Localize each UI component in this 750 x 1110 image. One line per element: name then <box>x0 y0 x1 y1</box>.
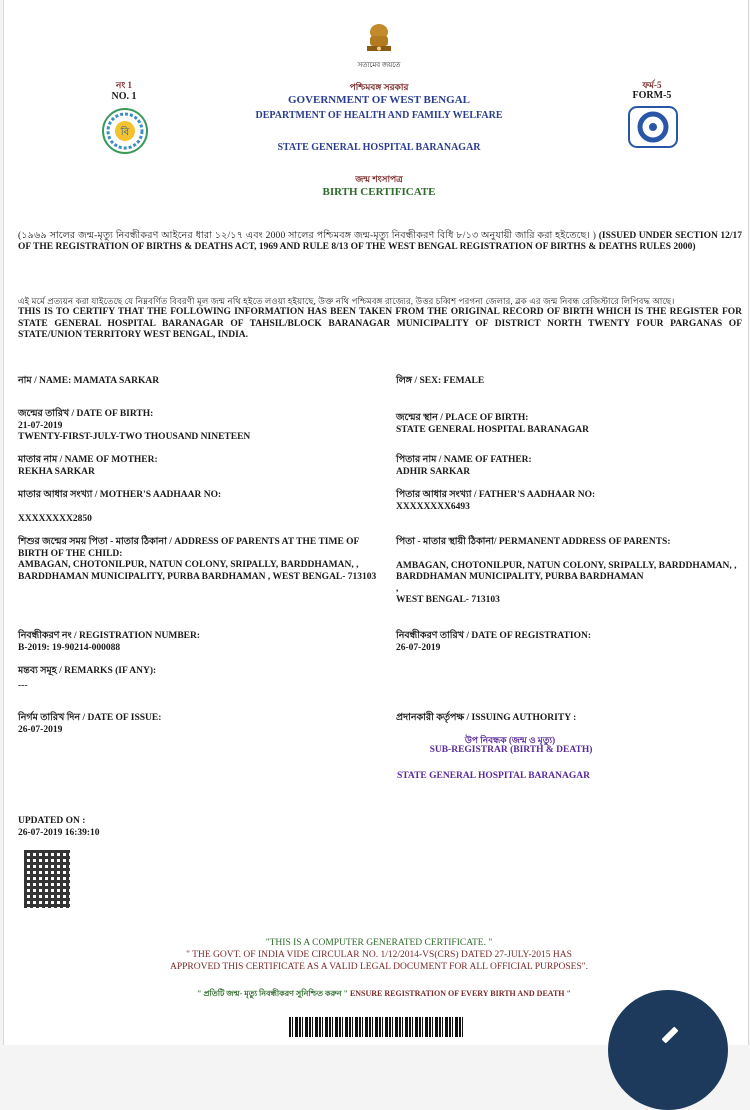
name-field <box>18 376 378 388</box>
hospital-header: STATE GENERAL HOSPITAL BARANAGAR <box>277 142 481 153</box>
registration-date-value: 26-07-2019 <box>396 642 441 653</box>
cert-title-bengali: জন্ম শংসাপত্র <box>355 174 403 184</box>
remarks-label: মন্তব্য সমূহ / REMARKS (IF ANY): <box>18 666 157 676</box>
department: DEPARTMENT OF HEALTH AND FAMILY WELFARE <box>255 110 503 121</box>
name-label: নাম / NAME: <box>18 376 72 386</box>
slogan-english: ENSURE REGISTRATION OF EVERY BIRTH AND DEATH " <box>349 989 571 998</box>
registration-date-field <box>396 631 736 654</box>
permanent-address-label: পিতা - মাতার স্থায়ী ঠিকানা/ PERMANENT ADDRESS OF PARENTS: <box>396 537 671 547</box>
registration-date-label: নিবন্ধীকরণ তারিখ / DATE OF REGISTRATION: <box>396 631 592 641</box>
certify-english: THIS IS TO CERTIFY THAT THE FOLLOWING INFORMATION HAS BEEN TAKEN FROM THE ORIGINAL RECORD OF BIRTH WHICH IS THE REGISTER FOR STATE GENERAL HOSPITAL BARANAGAR OF TAHSIL/BLOCK BARANAGAR MUNICIPALITY OF DISTRICT NORTH TWENTY FOUR PARGANAS OF STATE/UNION TERRITORY WEST BENGAL, INDIA. <box>18 307 742 340</box>
issuing-authority-label: প্রদানকারী কর্তৃপক্ষ / ISSUING AUTHORITY : <box>396 713 577 723</box>
national-emblem-icon <box>362 22 396 58</box>
certify-paragraph <box>18 296 742 341</box>
permanent-address-line1: AMBAGAN, CHOTONILPUR, NATUN COLONY, SRIPALLY, BARDDHAMAN, , BARDDHAMAN MUNICIPALITY, PURBA BARDHAMAN <box>396 560 737 582</box>
dob-field <box>18 409 378 444</box>
cert-title-english: BIRTH CERTIFICATE <box>322 186 436 198</box>
form-english: FORM-5 <box>632 90 672 101</box>
updated-on-field <box>18 816 218 839</box>
updated-on-label: UPDATED ON : <box>18 816 86 826</box>
barcode <box>289 1017 464 1037</box>
mother-value: REKHA SARKAR <box>18 466 95 477</box>
issuing-authority-field <box>396 713 736 725</box>
sex-value: FEMALE <box>443 376 485 386</box>
footer-slogan <box>154 988 614 1001</box>
dob-label: জন্মের তারিখ / DATE OF BIRTH: <box>18 409 154 419</box>
father-field <box>396 455 736 478</box>
registration-number-value: B-2019: 19-90214-000088 <box>18 642 121 653</box>
registration-number-field <box>18 631 378 654</box>
issue-date-value: 26-07-2019 <box>18 724 63 735</box>
permanent-address-line3: WEST BENGAL- 713103 <box>396 595 500 605</box>
address-at-birth-label: শিশুর জন্মের সময় পিতা - মাতার ঠিকানা / ADDRESS OF PARENTS AT THE TIME OF BIRTH OF THE CHILD: <box>18 537 359 559</box>
name-value: MAMATA SARKAR <box>73 376 160 386</box>
father-value: ADHIR SARKAR <box>396 466 471 477</box>
mother-aadhaar-label: মাতার আধার সংখ্যা / MOTHER'S AADHAAR NO: <box>18 490 222 500</box>
edit-icon <box>658 1022 684 1048</box>
permanent-address-line2: , <box>396 583 399 594</box>
section-paragraph <box>18 231 742 254</box>
qr-code <box>24 850 70 908</box>
slogan-bengali: " প্রতিটি জন্ম- মৃত্যু নিবন্ধীকরণ সুনিশ্চিত করুন " <box>197 989 348 998</box>
address-at-birth-value: AMBAGAN, CHOTONILPUR, NATUN COLONY, SRIPALLY, BARDDHAMAN, , BARDDHAMAN MUNICIPALITY, PURBA BARDHAMAN , WEST BENGAL- 713103 <box>18 560 377 582</box>
form-bengali: ফর্ম-5 <box>642 80 662 90</box>
crs-logo-icon <box>628 106 678 148</box>
authority-hospital: STATE GENERAL HOSPITAL BARANAGAR <box>397 771 590 781</box>
mother-field <box>18 455 378 478</box>
section-bengali: (১৯৬৯ সালের জন্ম-মৃত্যু নিবন্ধীকরণ আইনের ধারা ১২/১৭ এবং 2000 সালের পশ্চিমবঙ্গ জন্ম-মৃত্যু নিবন্ধীকরণ বিধি ৮/১৩ অনুযায়ী জারি করা হইতেছে। ) <box>18 231 597 241</box>
edit-fab-button[interactable] <box>608 990 728 1110</box>
issue-date-label: নির্গম তারিখ দিন / DATE OF ISSUE: <box>18 713 162 723</box>
emblem-caption: সত্যমেব জয়তে <box>357 61 401 69</box>
pob-label: জন্মের স্থান / PLACE OF BIRTH: <box>396 413 529 423</box>
svg-text:বি: বি <box>120 127 130 138</box>
certify-bengali: এই মর্মে প্রত্যয়ন করা যাইতেছে যে নিম্নবর্ণিত বিবরণী মূল জন্ম নথি হইতে লওয়া হইয়াছে, উক্ত নথি পশ্চিমবঙ্গ রাজ্যের, উত্তর চব্বিশ পরগনা জেলার, ব্লক এর জন্ম নিবন্ধ রেজিস্টারে লিপিবদ্ধ আছে। <box>18 296 675 306</box>
no-bengali: নং 1 <box>116 80 132 90</box>
footer-line1: "THIS IS A COMPUTER GENERATED CERTIFICATE. " <box>265 938 493 948</box>
dob-words: TWENTY-FIRST-JULY-TWO THOUSAND NINETEEN <box>18 432 251 442</box>
address-at-birth-field <box>18 537 380 583</box>
no-english: NO. 1 <box>111 91 137 102</box>
father-aadhaar-value: XXXXXXXX6493 <box>396 501 470 512</box>
mother-aadhaar-field <box>18 490 378 525</box>
sex-label: লিঙ্গ / SEX: <box>396 376 442 386</box>
permanent-address-field <box>396 537 741 607</box>
certificate-page <box>3 0 749 1045</box>
pob-field <box>396 413 736 436</box>
authority-bengali: উপ নিবন্ধক (জন্ম ও মৃত্যু) <box>464 735 556 745</box>
footer-line3: APPROVED THIS CERTIFICATE AS A VALID LEGAL DOCUMENT FOR ALL OFFICIAL PURPOSES". <box>169 962 589 972</box>
remarks-field <box>18 666 378 692</box>
pob-value: STATE GENERAL HOSPITAL BARANAGAR <box>396 424 589 435</box>
mother-label: মাতার নাম / NAME OF MOTHER: <box>18 455 158 465</box>
govt-english: GOVERNMENT OF WEST BENGAL <box>287 94 471 106</box>
section-english: (ISSUED UNDER SECTION 12/17 OF THE REGISTRATION OF BIRTHS & DEATHS ACT, 1969 AND RULE 8/13 OF THE WEST BENGAL REGISTRATION OF BIRTHS & DEATHS RULES 2000) <box>18 231 743 253</box>
wb-logo-icon <box>102 108 148 154</box>
dob-value: 21-07-2019 <box>18 420 63 431</box>
authority-title: SUB-REGISTRAR (BIRTH & DEATH) <box>429 745 593 755</box>
father-aadhaar-field <box>396 490 736 513</box>
registration-number-label: নিবন্ধীকরণ নং / REGISTRATION NUMBER: <box>18 631 201 641</box>
sex-field <box>396 376 736 388</box>
updated-on-value: 26-07-2019 16:39:10 <box>18 827 100 838</box>
issue-date-field <box>18 713 378 736</box>
govt-bengali: পশ্চিমবঙ্গ সরকার <box>349 82 409 92</box>
father-aadhaar-label: পিতার আধার সংখ্যা / FATHER'S AADHAAR NO: <box>396 490 596 500</box>
remarks-value: --- <box>18 680 28 691</box>
father-label: পিতার নাম / NAME OF FATHER: <box>396 455 532 465</box>
footer-line2: " THE GOVT. OF INDIA VIDE CIRCULAR NO. 1/12/2014-VS(CRS) DATED 27-JULY-2015 HAS <box>186 950 572 960</box>
mother-aadhaar-value: XXXXXXXX2850 <box>18 513 92 524</box>
